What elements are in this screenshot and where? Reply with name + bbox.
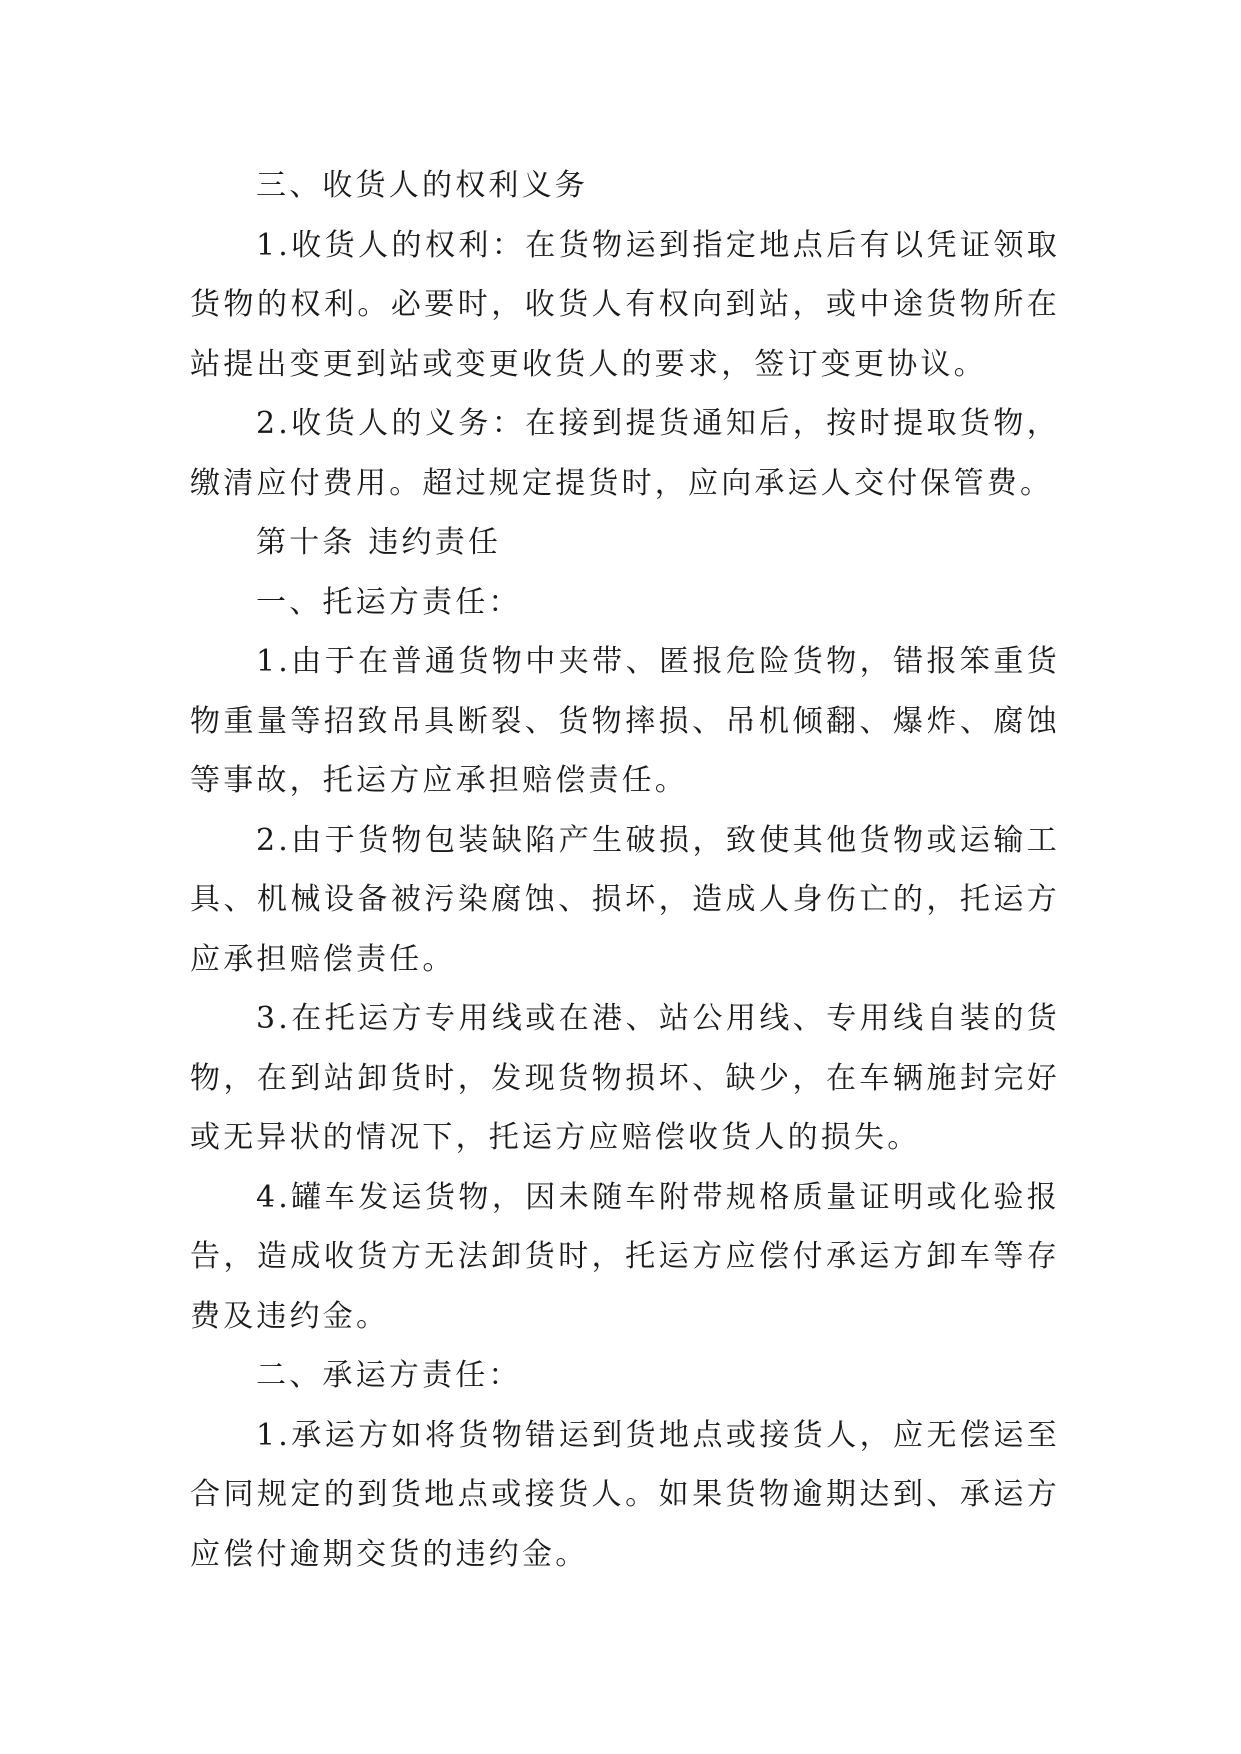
paragraph-consignee-rights: 1.收货人的权利：在货物运到指定地点后有以凭证领取货物的权利。必要时，收货人有权向到站，或中途货物所在站提出变更到站或变更收货人的要求，签订变更协议。 <box>190 227 1060 382</box>
paragraph-shipper-liability-2: 2.由于货物包装缺陷产生破损，致使其他货物或运输工具、机械设备被污染腐蚀、损坏，造成人身伤亡的，托运方应承担赔偿责任。 <box>190 822 1060 977</box>
paragraph-carrier-liability-1: 1.承运方如将货物错运到货地点或接货人，应无偿运至合同规定的到货地点或接货人。如果货物逾期达到、承运方应偿付逾期交货的违约金。 <box>190 1417 1060 1572</box>
paragraph-consignee-obligations: 2.收货人的义务：在接到提货通知后，按时提取货物，缴清应付费用。超过规定提货时，应向承运人交付保管费。 <box>190 406 1060 501</box>
article-heading-liability: 第十条 违约责任 <box>256 525 502 560</box>
paragraph-shipper-liability-1: 1.由于在普通货物中夹带、匿报危险货物，错报笨重货物重量等招致吊具断裂、货物摔损、吊机倾翻、爆炸、腐蚀等事故，托运方应承担赔偿责任。 <box>190 644 1060 798</box>
paragraph-shipper-liability-4: 4.罐车发运货物，因未随车附带规格质量证明或化验报告，造成收货方无法卸货时，托运方应偿付承运方卸车等存费及违约金。 <box>190 1179 1060 1334</box>
paragraph-shipper-liability-3: 3.在托运方专用线或在港、站公用线、专用线自装的货物，在到站卸货时，发现货物损坏、缺少，在车辆施封完好或无异状的情况下，托运方应赔偿收货人的损失。 <box>190 1001 1060 1155</box>
section-heading-carrier-liability: 二、承运方责任： <box>256 1358 522 1393</box>
section-heading-consignee-rights: 三、收货人的权利义务 <box>256 168 588 203</box>
section-heading-shipper-liability: 一、托运方责任： <box>256 584 522 620</box>
document-body <box>190 156 1060 1584</box>
